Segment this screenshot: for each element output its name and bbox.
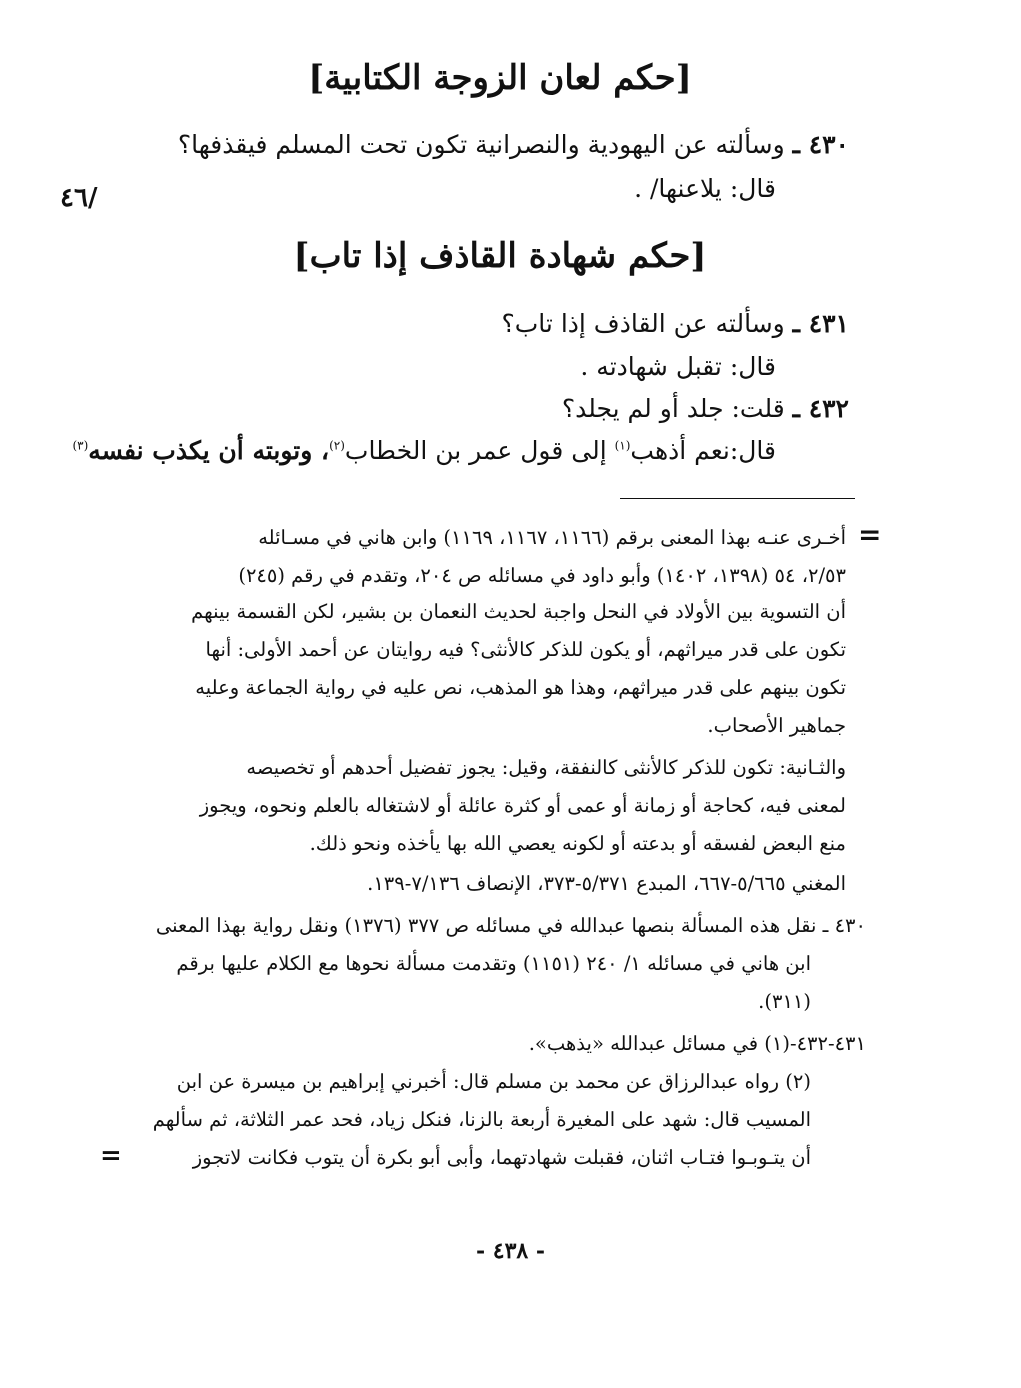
footnote-ref-2: (٢) bbox=[329, 438, 345, 453]
answer-432 bbox=[72, 436, 776, 466]
footnote-line: تكون بينهم على قدر ميراثهم، وهذا هو المذهب، نص عليه في رواية الجماعة وعليه bbox=[195, 676, 846, 699]
answer-text: إلى قول عمر بن الخطاب bbox=[344, 436, 607, 465]
footnote-line: جماهير الأصحاب. bbox=[707, 714, 846, 737]
question-text: قلت: جلد أو لم يجلد؟ bbox=[561, 394, 785, 423]
footnote-line: المغني ٥/٦٦٥-٦٦٧، المبدع ٥/٣٧١-٣٧٣، الإنصاف ٧/١٣٦-١٣٩. bbox=[367, 872, 846, 895]
heading-kitabiya-lian: [حكم لعان الزوجة الكتابية] bbox=[308, 58, 692, 98]
footnote-line: منع البعض لفسقه أو بدعته أو لكونه يعصي الله بها يأخذه ونحو ذلك. bbox=[309, 832, 846, 855]
footnote-line: أخـرى عنـه بهذا المعنى برقم (١١٦٦، ١١٦٧، ١١٦٩) وابن هاني في مسـائله bbox=[258, 526, 846, 549]
footnote-line: أن يتـوبـوا فتـاب اثنان، فقبلت شهادتهما، وأبى أبو بكرة أن يتوب فكانت لاتجوز bbox=[192, 1146, 811, 1169]
margin-page-reference: /٤٦ bbox=[60, 183, 98, 213]
footnote-separator bbox=[620, 498, 855, 499]
footnote-line: تكون على قدر ميراثهم، أو يكون للذكر كالأنثى؟ فيه روايتان عن أحمد الأولى: أنها bbox=[205, 638, 846, 661]
footnote-ref-3: (٣) bbox=[72, 438, 89, 453]
question-431 bbox=[502, 309, 850, 339]
footnote-line: المسيب قال: شهد على المغيرة أربعة بالزنا، فنكل زياد، فحد عمر الثلاثة، ثم سألهم bbox=[152, 1108, 811, 1131]
question-number: ٤٣١ ـ bbox=[792, 309, 849, 338]
footnote-431-432: ٤٣١-٤٣٢-(١) في مسائل عبدالله «يذهب». bbox=[528, 1032, 866, 1055]
footnote-line: (٣١١). bbox=[758, 990, 811, 1013]
question-text: وسألته عن القاذف إذا تاب؟ bbox=[501, 309, 785, 338]
question-number: ٤٣٢ ـ bbox=[792, 394, 849, 423]
footnote-line: (٢) رواه عبدالرزاق عن محمد بن مسلم قال: أخبرني إبراهيم بن ميسرة عن ابن bbox=[176, 1070, 811, 1093]
continuation-mark: = bbox=[100, 1141, 122, 1171]
question-number: ٤٣٠ ـ bbox=[792, 130, 849, 159]
answer-text: ، وتوبته أن يكذب نفسه bbox=[88, 436, 330, 465]
footnote-line: ٢/٥٣، ٥٤ (١٣٩٨، ١٤٠٢) وأبو داود في مسائله ص ٢٠٤، وتقدم في رقم (٢٤٥) bbox=[238, 564, 846, 587]
footnote-line: لمعنى فيه، كحاجة أو زمانة أو عمى أو كثرة عائلة أو لاشتغاله بالعلم ونحوه، ويجوز bbox=[199, 794, 846, 817]
continuation-mark: = bbox=[858, 518, 882, 551]
footnote-ref-1: (١) bbox=[614, 438, 631, 453]
heading-qadhif-testimony: [حكم شهادة القاذف إذا تاب] bbox=[293, 236, 707, 276]
answer-431: قال: تقبل شهادته . bbox=[580, 352, 776, 381]
footnote-line: والثـانية: تكون للذكر كالأنثى كالنفقة، وقيل: يجوز تفضيل أحدهم أو تخصيصه bbox=[246, 756, 846, 779]
answer-text: قال:نعم أذهب bbox=[630, 436, 776, 465]
footnote-line: ابن هاني في مسائله ١/ ٢٤٠ (١١٥١) وتقدمت مسألة نحوها مع الكلام عليها برقم bbox=[176, 952, 811, 975]
question-432 bbox=[562, 394, 849, 424]
footnote-line: أن التسوية بين الأولاد في النحل واجبة لحديث النعمان بن بشير، لكن القسمة بينهم bbox=[191, 600, 846, 623]
question-text: وسألته عن اليهودية والنصرانية تكون تحت المسلم فيقذفها؟ bbox=[177, 130, 785, 159]
page-number: - ٤٣٨ - bbox=[475, 1238, 546, 1264]
footnote-430: ٤٣٠ ـ نقل هذه المسألة بنصها عبدالله في مسائله ص ٣٧٧ (١٣٧٦) ونقل رواية بهذا المعنى bbox=[155, 914, 866, 937]
question-430 bbox=[178, 130, 849, 160]
answer-430: قال: يلاعنها/ . bbox=[634, 174, 776, 203]
